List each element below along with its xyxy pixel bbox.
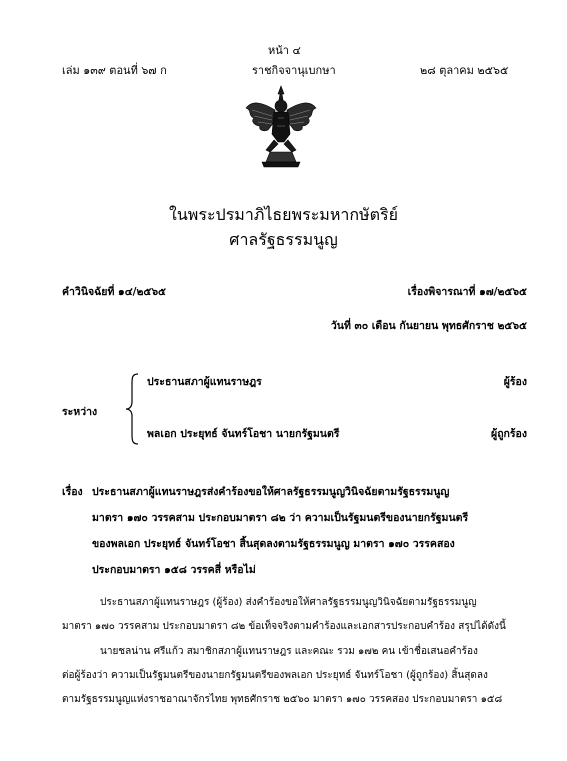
respondent-role: ผู้ถูกร้อง [491,428,527,440]
between-label: ระหว่าง [62,406,98,418]
publish-date: ๒๘ ตุลาคม ๒๕๖๕ [420,64,509,77]
respondent-name: พลเอก ประยุทธ์ จันทร์โอชา นายกรัฐมนตรี [147,428,340,440]
party-brace [124,372,142,446]
subject-line: ประธานสภาผู้แทนราษฎรส่งคำร้องขอให้ศาลรัฐธรรมนูญวินิจฉัยตามรัฐธรรมนูญ [92,486,450,498]
ruling-date: วันที่ ๓๐ เดือน กันยายน พุทธศักราช ๒๕๖๕ [330,320,527,332]
subject-line: ของพลเอก ประยุทธ์ จันทร์โอชา สิ้นสุดลงตามรัฐธรรมนูญ มาตรา ๑๗๐ วรรคสอง [92,538,455,550]
body-line: มาตรา ๑๗๐ วรรคสาม ประกอบมาตรา ๘๒ ข้อเท็จจริงตามคำร้องและเอกสารประกอบคำร้อง สรุปได้ดังนี้ [62,621,506,632]
body-line: ประธานสภาผู้แทนราษฎร (ผู้ร้อง) ส่งคำร้องขอให้ศาลรัฐธรรมนูญวินิจฉัยตามรัฐธรรมนูญ [100,597,477,608]
volume-info: เล่ม ๑๓๙ ตอนที่ ๖๗ ก [62,64,167,77]
court-title: ศาลรัฐธรรมนูญ [229,230,338,249]
royal-title: ในพระปรมาภิไธยพระมหากษัตริย์ [169,205,398,224]
petitioner-role: ผู้ร้อง [503,376,527,388]
ruling-number: คำวินิจฉัยที่ ๑๔/๒๕๖๕ [62,286,166,298]
body-line: ตามรัฐธรรมนูญแห่งราชอาณาจักรไทย พุทธศักราช ๒๕๖๐ มาตรา ๑๗๐ วรรคสอง ประกอบมาตรา ๑๕๘ [62,694,503,705]
petitioner-name: ประธานสภาผู้แทนราษฎร [147,376,262,388]
gazette-name: ราชกิจจานุเบกษา [252,64,336,77]
subject-line: มาตรา ๑๗๐ วรรคสาม ประกอบมาตรา ๘๒ ว่า ความเป็นรัฐมนตรีของนายกรัฐมนตรี [92,512,469,524]
body-line: ต่อผู้ร้องว่า ความเป็นรัฐมนตรีของนายกรัฐมนตรีของพลเอก ประยุทธ์ จันทร์โอชา (ผู้ถูกร้อง) สิ้นสุดลง [62,670,488,681]
body-line: นายชลน่าน ศรีแก้ว สมาชิกสภาผู้แทนราษฎร และคณะ รวม ๑๗๒ คน เข้าชื่อเสนอคำร้อง [100,646,478,657]
page-number: หน้า ๔ [268,44,301,57]
subject-line: ประกอบมาตรา ๑๕๘ วรรคสี่ หรือไม่ [92,564,256,576]
case-number: เรื่องพิจารณาที่ ๑๗/๒๕๖๕ [407,286,527,298]
garuda-emblem-icon [244,84,318,168]
subject-label: เรื่อง [62,486,83,498]
